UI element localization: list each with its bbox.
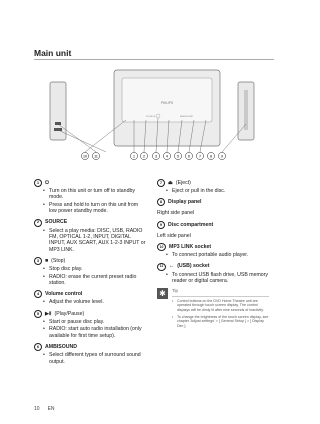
callout-9: 9: [221, 154, 223, 159]
page-footer: [34, 406, 63, 412]
main-unit-illustration: [34, 64, 274, 172]
item-number: 10: [157, 243, 166, 251]
item-label: (Play/Pause): [54, 310, 85, 317]
display-panel: [122, 78, 212, 122]
item-1: [34, 179, 146, 215]
item-8: [157, 198, 269, 206]
item-number: 6: [34, 343, 42, 351]
callout-11: 11: [94, 154, 98, 159]
ambisound-label: AMBISOUND: [180, 116, 194, 118]
section-heading: Right side panel: [157, 210, 195, 217]
tip-item: • To change the brightness of the touch screen display, see chapter 'Adjust settings' > [ General Setup ] > [ Display Dim ].: [172, 315, 269, 329]
list-item: • To connect USB flash drive, USB memory reader or digital camera.: [157, 272, 269, 285]
list-item: • RADIO: erase the current preset radio station.: [34, 274, 146, 287]
section-heading: Left side panel: [157, 232, 191, 239]
list-item: • RADIO: start auto radio installation (only available for first time setup).: [34, 326, 146, 339]
language-code: EN: [47, 406, 55, 412]
eject-icon: ⏏: [168, 179, 173, 186]
list-item: • Select a play media: DISC, USB, RADIO FM, OPTICAL 1-2, INPUT, DIGITAL INPUT, AUX SCART, AUX 1-2-3 INPUT or MP3 LINK.: [34, 228, 146, 254]
item-number: 4: [34, 290, 42, 298]
usb-port: [54, 128, 62, 131]
left-column: [34, 179, 146, 369]
item-label: SOURCE: [45, 219, 68, 226]
callout-10: 10: [83, 154, 87, 159]
left-side-panel: [50, 82, 66, 140]
title-divider: [34, 59, 274, 60]
item-label: Display panel: [168, 199, 202, 206]
item-5: [34, 310, 146, 339]
list-item: • Press and hold to turn on this unit from low power standby mode.: [34, 202, 146, 215]
item-label: MP3 LINK socket: [169, 244, 212, 251]
item-label: (Eject): [175, 179, 191, 186]
callout-4: 4: [166, 154, 168, 159]
item-6: [34, 343, 146, 365]
item-number: 8: [157, 198, 165, 206]
list-item: • Adjust the volume level.: [34, 299, 146, 305]
callout-6: 6: [188, 154, 190, 159]
tip-label: Tip: [172, 288, 269, 296]
item-11: [157, 263, 269, 285]
source-label: SOURCE: [146, 116, 156, 118]
list-item: • Start or pause disc play.: [34, 319, 146, 325]
item-number: 1: [34, 179, 42, 187]
callout-5: 5: [177, 154, 179, 159]
item-number: 2: [34, 219, 42, 227]
page-title: Main unit: [34, 48, 72, 58]
callout-3: 3: [155, 154, 157, 159]
list-item: • Select different types of surround sound output.: [34, 352, 146, 365]
item-number: 7: [157, 179, 165, 187]
list-item: • Stop disc play.: [34, 266, 146, 272]
callout-7: 7: [199, 154, 201, 159]
item-number: 5: [34, 310, 42, 318]
item-7: [157, 179, 269, 194]
list-item: • Turn on this unit or turn off to standby mode.: [34, 188, 146, 201]
brand-logo: PHILIPS: [160, 101, 174, 105]
power-icon: ⏻: [45, 179, 50, 186]
item-9: [157, 221, 269, 229]
item-3: [34, 257, 146, 286]
item-number: 11: [157, 263, 166, 271]
item-4: [34, 290, 146, 305]
play-pause-icon: ▶Ⅱ: [45, 310, 52, 317]
usb-icon: ←: [169, 263, 175, 270]
item-label: (USB) socket: [177, 263, 210, 270]
mp3-link-port: [55, 122, 61, 125]
right-column: [157, 179, 269, 330]
item-label: Disc compartment: [168, 221, 214, 228]
item-number: 9: [157, 221, 165, 229]
stop-icon: ■: [45, 258, 49, 265]
list-item: • Eject or pull in the disc.: [157, 188, 269, 194]
page-number: 10: [34, 406, 40, 412]
item-label: (Stop): [51, 258, 66, 265]
callout-8: 8: [210, 154, 212, 159]
callout-2: 2: [143, 154, 145, 159]
tip-box: [157, 288, 269, 330]
item-label: Volume control: [45, 291, 83, 298]
item-10: [157, 243, 269, 258]
list-item: • To connect portable audio player.: [157, 252, 269, 258]
item-2: [34, 219, 146, 254]
tip-item: • Control buttons on the DVD Home Theatre unit are operated through touch screen display. The control displays will be dimly lit after nine seconds of inactivity.: [172, 299, 269, 313]
item-number: 3: [34, 257, 42, 265]
item-label: AMBISOUND: [45, 343, 77, 350]
callout-1: 1: [133, 154, 135, 159]
star-icon: ✱: [157, 288, 168, 299]
